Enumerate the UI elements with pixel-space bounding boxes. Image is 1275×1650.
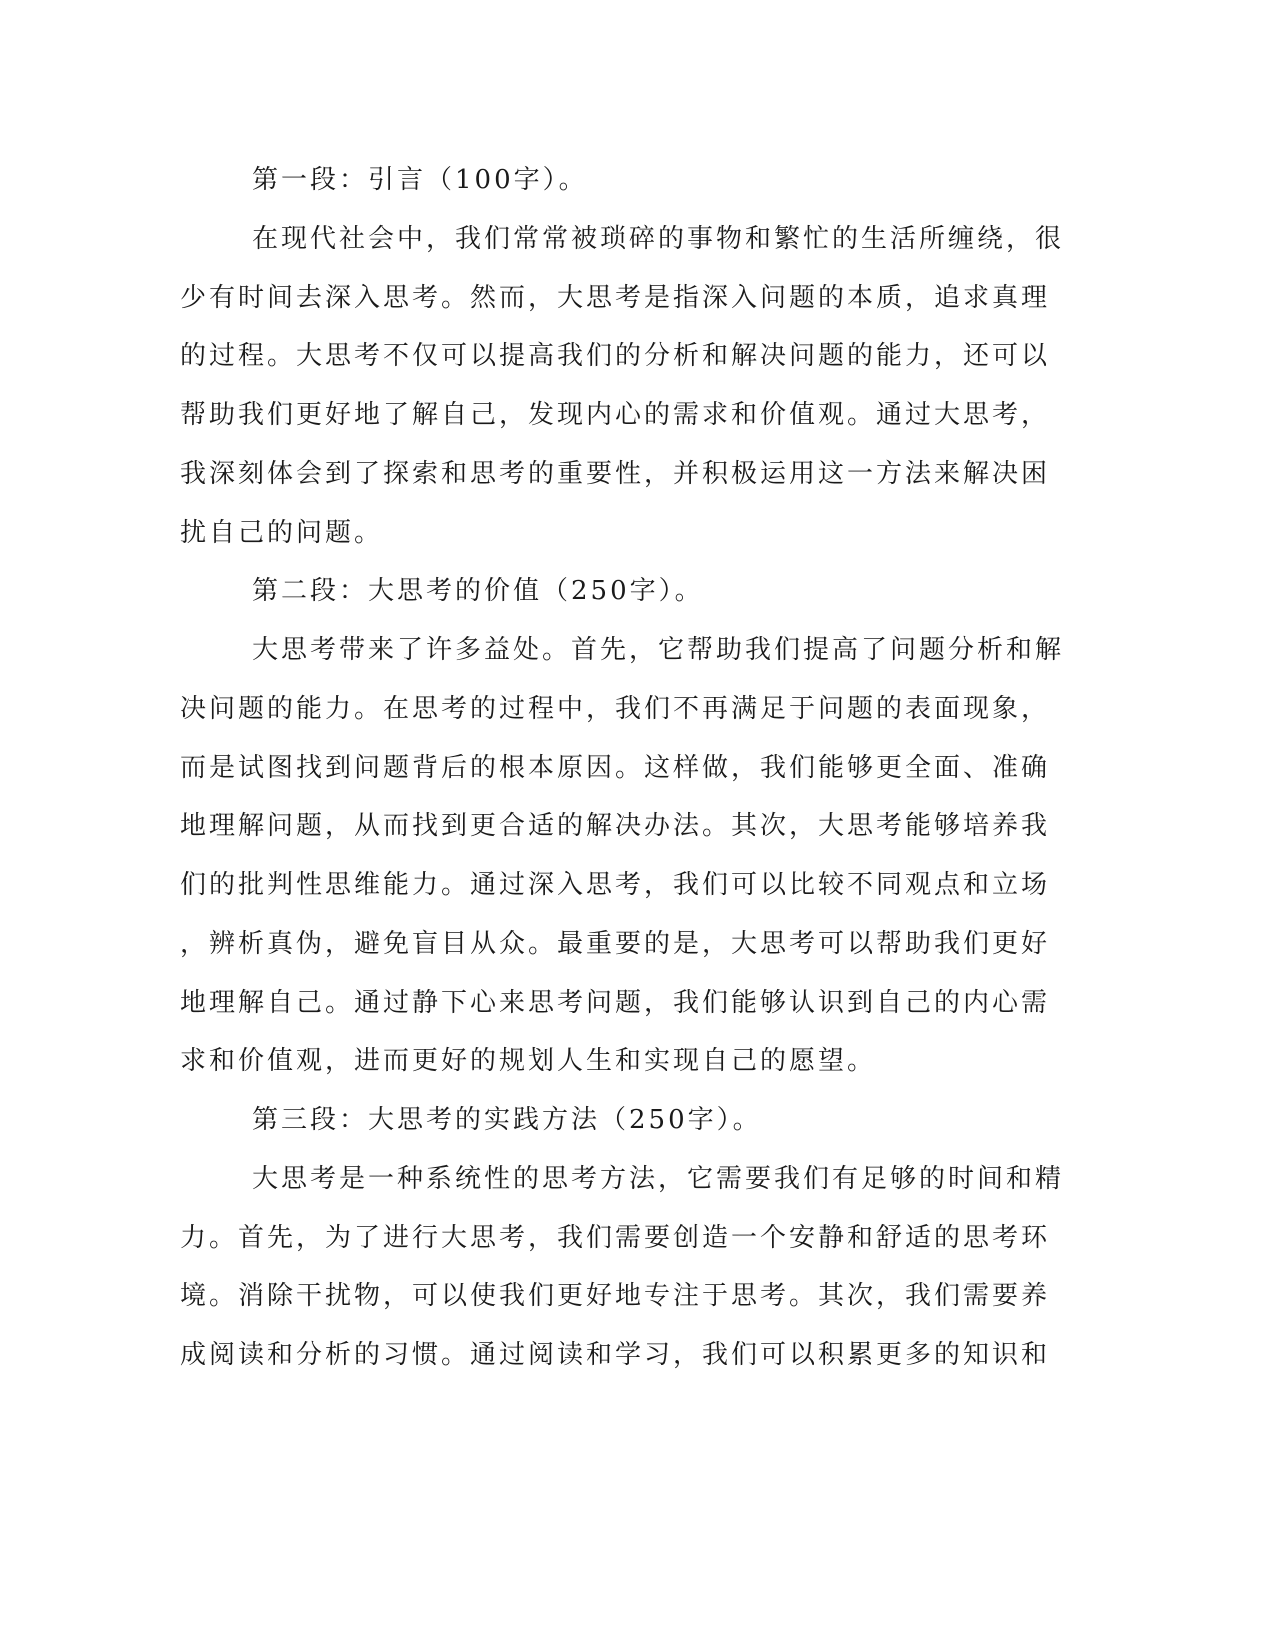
paragraph-line: 而是试图找到问题背后的根本原因。这样做，我们能够更全面、准确 — [180, 753, 1051, 783]
paragraph-line: 力。首先，为了进行大思考，我们需要创造一个安静和舒适的思考环 — [180, 1223, 1051, 1253]
heading-section-2: 第二段：大思考的价值（250字）。 — [252, 576, 704, 606]
paragraph-line: 求和价值观，进而更好的规划人生和实现自己的愿望。 — [180, 1046, 877, 1076]
paragraph-line: 扰自己的问题。 — [180, 518, 384, 548]
paragraph-line: 境。消除干扰物，可以使我们更好地专注于思考。其次，我们需要养 — [180, 1281, 1051, 1311]
paragraph-line: 在现代社会中，我们常常被琐碎的事物和繁忙的生活所缠绕，很 — [252, 224, 1065, 254]
paragraph-line: ，辨析真伪，避免盲目从众。最重要的是，大思考可以帮助我们更好 — [180, 929, 1051, 959]
paragraph-line: 我深刻体会到了探索和思考的重要性，并积极运用这一方法来解决困 — [180, 459, 1051, 489]
heading-section-1: 第一段：引言（100字）。 — [252, 165, 588, 195]
paragraph-line: 大思考是一种系统性的思考方法，它需要我们有足够的时间和精 — [252, 1164, 1065, 1194]
paragraph-line: 成阅读和分析的习惯。通过阅读和学习，我们可以积累更多的知识和 — [180, 1340, 1051, 1370]
paragraph-line: 大思考带来了许多益处。首先，它帮助我们提高了问题分析和解 — [252, 635, 1065, 665]
paragraph-line: 决问题的能力。在思考的过程中，我们不再满足于问题的表面现象， — [180, 694, 1051, 724]
paragraph-line: 少有时间去深入思考。然而，大思考是指深入问题的本质，追求真理 — [180, 283, 1051, 313]
paragraph-line: 帮助我们更好地了解自己，发现内心的需求和价值观。通过大思考， — [180, 400, 1051, 430]
paragraph-line: 地理解自己。通过静下心来思考问题，我们能够认识到自己的内心需 — [180, 988, 1051, 1018]
heading-section-3: 第三段：大思考的实践方法（250字）。 — [252, 1105, 762, 1135]
paragraph-line: 的过程。大思考不仅可以提高我们的分析和解决问题的能力，还可以 — [180, 341, 1051, 371]
paragraph-line: 地理解问题，从而找到更合适的解决办法。其次，大思考能够培养我 — [180, 811, 1051, 841]
paragraph-line: 们的批判性思维能力。通过深入思考，我们可以比较不同观点和立场 — [180, 870, 1051, 900]
